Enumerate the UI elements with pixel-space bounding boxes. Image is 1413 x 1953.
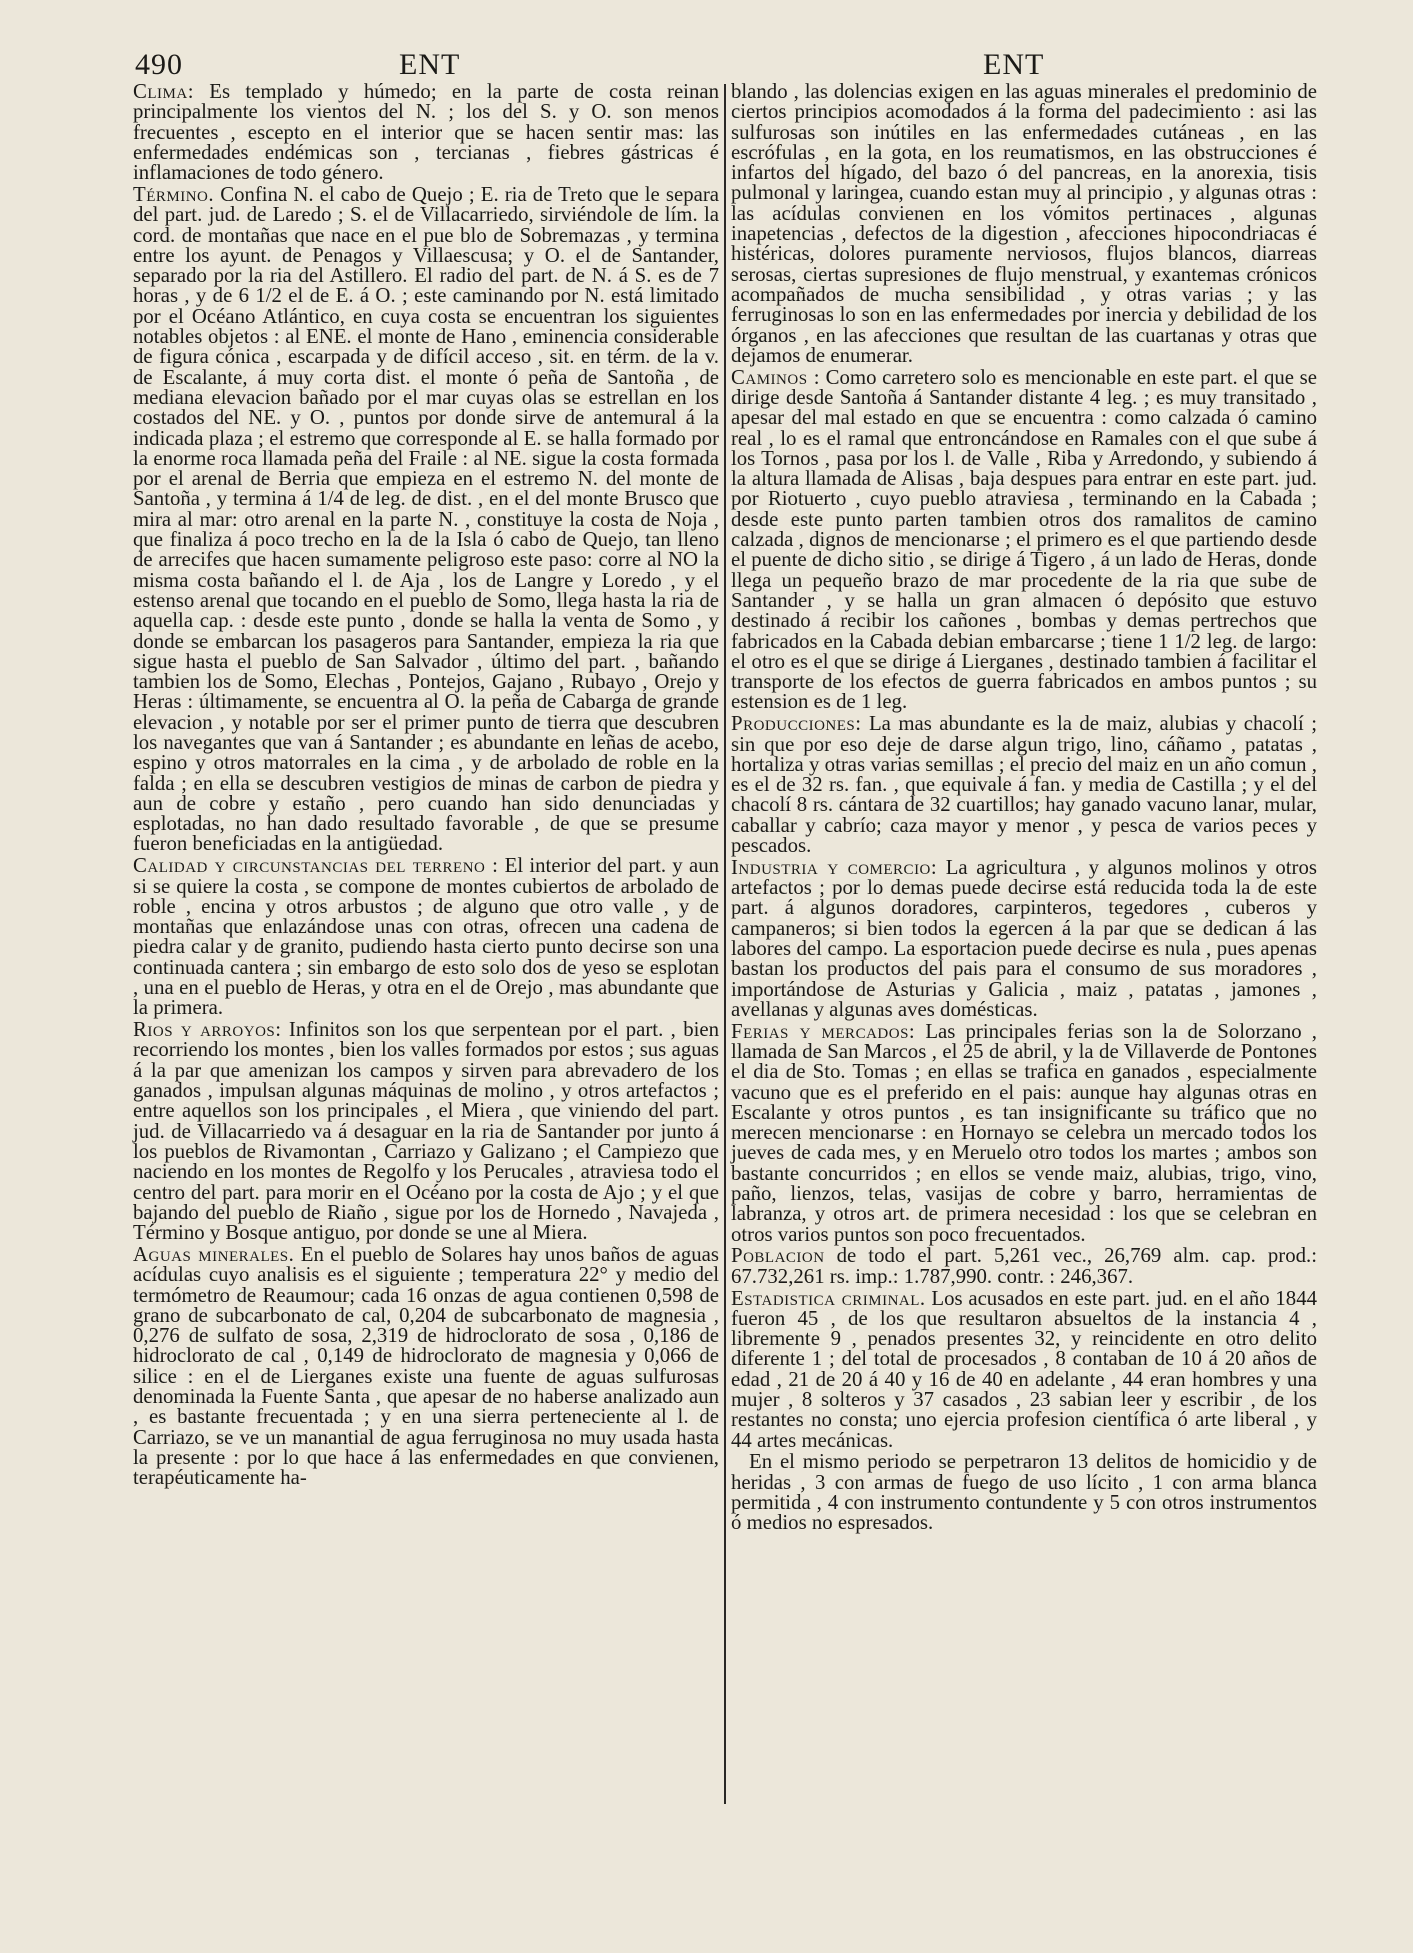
section-heading: Caminos : bbox=[731, 365, 820, 389]
paragraph bbox=[731, 855, 1317, 1021]
section-heading: Producciones: bbox=[731, 712, 862, 736]
paragraph-text: Las principales ferias son la de Solorzano , llamada de San Marcos , el 25 de abril, y la de Villaverde de Pontones el dia de Sto. Tomas ; en ellas se trafica en ganados , especialmente vacuno que es el preferido en el pais: aunque hay algunas otras en Escalante y otros puntos , es tan insignificante su tráfico que no merecen mencionarse : en Hornayo se celebra un mercado todos los jueves de cada mes, y en Meruelo otro todos los martes ; ambos son bastante concurridos ; en ellos se vende maiz, alubias, trigo, vino, paño, lienzos, telas, vasijas de cobre y barro, herramientas de labranza, y otros art. de primera necesidad : los que se celebran en otros varios puntos son poco frecuentados. bbox=[731, 1019, 1317, 1246]
paragraph-text: Infinitos son los que serpentean por el part. , bien recorriendo los montes , bien los valles formados por estos ; sus aguas á la par que amenizan los campos y sirven para abrevadero de los ganados , impulsan algunas máquinas de molino , y otros artefactos ; entre aquellos son los principales , el Miera , que viniendo del part. jud. de Villacarriedo va á desaguar en la ria de Santander por junto á los pueblos de Rivamontan , Carriazo y Galizano ; el Campiezo que naciendo en los montes de Regolfo y los Perucales , atraviesa todo el centro del part. para morir en el Océano por la costa de Ajo ; y el que bajando del pueblo de Riaño , sigue por los de Hornedo , Navajeda , Término y Bosque antiguo, por donde se une al Miera. bbox=[133, 1018, 720, 1245]
section-heading: Ferias y mercados: bbox=[731, 1019, 916, 1043]
left-column bbox=[133, 82, 719, 1490]
paragraph-text: La agricultura , y algunos molinos y otros artefactos ; por lo demas puede decirse está reducida toda la de este part. á algunos doradores, carpinteros, tegedores , cuberos y campaneros; si bien todos la egercen á la par que se dedican á las labores del campo. La esportacion puede decirse es nula , pues apenas bastan los productos del pais para el consumo de sus moradores , importándose de Asturias y Galicia , maiz , patatas , jamones , avellanas y algunas aves domésticas. bbox=[731, 855, 1317, 1021]
paragraph-text: En el mismo periodo se perpetraron 13 delitos de homicidio y de heridas , 3 con armas de fuego de uso lícito , 1 con arma blanca permitida , 4 con instrumento contundente y 5 con otros instrumentos ó medios no espresados. bbox=[731, 1450, 1317, 1535]
section-heading: Calidad y circunstancias del terreno : bbox=[133, 854, 499, 878]
section-heading: Aguas minerales. bbox=[133, 1242, 295, 1266]
paragraph bbox=[731, 714, 1317, 856]
column-divider bbox=[724, 84, 726, 1804]
paragraph bbox=[731, 1246, 1317, 1287]
paragraph bbox=[731, 1286, 1317, 1452]
section-heading: Rios y arroyos: bbox=[133, 1018, 282, 1042]
right-column bbox=[731, 82, 1317, 1535]
page-number: 490 bbox=[135, 48, 183, 81]
section-heading: Clima: bbox=[133, 80, 194, 103]
paragraph bbox=[133, 82, 719, 183]
paragraph bbox=[731, 1452, 1317, 1533]
paragraph-text: Como carretero solo es mencionable en este part. el que se dirige desde Santoña á Santander distante 4 leg. ; es muy transitado , apesar del mal estado en que se encuentra : como calzada ó camino real , lo es el ramal que entroncándose en Ramales con el que sube á los Tornos , pasa por los l. de Valle , Riba y Arredondo, y subiendo á la altura llamada de Alisas , baja despues para entrar en este part. jud. por Riotuerto , cuyo pueblo atraviesa , terminando en la Cabada ; desde este punto parten tambien otros dos ramalitos de camino calzada , dignos de mencionarse ; el primero es el que partiendo desde el puente de dicho sitio , se dirige á Tigero , á un lado de Heras, donde llega un pequeño brazo de mar procedente de la ria que sube de Santander , y se halla un gran almacen ó depósito que estuvo destinado á recibir los cañones , bombas y demas pertrechos que fabricados en la Cabada debian embarcarse ; tiene 1 1/2 leg. de largo: el otro es el que se dirige á Lierganes , destinado tambien á facilitar el transporte de los efectos de guerra fabricados en ambos puntos ; su estension es de 1 leg. bbox=[731, 365, 1317, 714]
paragraph bbox=[133, 1242, 720, 1490]
paragraph-text: de todo el part. 5,261 vec., 26,769 alm. cap. prod.: 67.732,261 rs. imp.: 1.787,990. contr. : 246,367. bbox=[731, 1244, 1317, 1288]
paragraph-text: Es templado y húmedo; en la parte de costa reinan principalmente los vientos del N. ; los del S. y O. son menos frecuentes , escepto en el interior que se hacen sentir mas: las enfermedades endémicas son , tercianas , fiebres gástricas é inflamaciones de todo género. bbox=[133, 80, 719, 185]
paragraph-text: Los acusados en este part. jud. en el año 1844 fueron 45 , de los que resultaron absueltos de la instancia 4 , libremente 9 , penados presentes 32, y reincidente en otro delito diferente 1 ; del total de procesados , 8 contaban de 10 á 20 años de edad , 21 de 20 á 40 y 16 de 40 en adelante , 44 eran hombres y una mujer , 8 solteros y 37 casados , 23 sabian leer y escribir , de los restantes no consta; uno ejercia profesion científica ó arte liberal , y 44 artes mecánicas. bbox=[731, 1286, 1317, 1452]
paragraph-text: La mas abundante es la de maiz, alubias y chacolí ; sin que por eso deje de darse algun trigo, lino, cáñamo , patatas , hortaliza y otras varias semillas ; el precio del maiz en un año comun , es el de 32 rs. fan. , que equivale á fan. y media de Castilla ; y el del chacolí 8 rs. cántara de 32 cuartillos; hay ganado vacuno lanar, mular, caballar y cabrío; caza mayor y menor , y pesca de varios peces y pescados. bbox=[731, 712, 1317, 857]
paragraph bbox=[133, 1020, 719, 1243]
section-heading: Estadistica criminal. bbox=[731, 1286, 926, 1310]
page-header bbox=[135, 48, 1305, 84]
running-head-right: ENT bbox=[983, 48, 1045, 81]
section-heading: Poblacion bbox=[731, 1244, 825, 1268]
section-heading: Industria y comercio: bbox=[731, 855, 938, 879]
paragraph-text: blando , las dolencias exigen en las aguas minerales el predominio de ciertos principios acomodados á la forma del padecimiento : asi las sulfurosas son inútiles en las enfermedades cutáneas , en las escrófulas , en la gota, en los reumatismos, en las obstrucciones é infartos del hígado, del bazo ó del pancreas, en la anorexia, tisis pulmonal y laringea, cuando estan muy al principio , y algunas otras : las acídulas convienen en los vómitos pertinaces , algunas inapetencias , defectos de la digestion , afecciones hipocondriacas é histéricas, dolores puramente nerviosos, flujos blancos, diarreas serosas, ciertas supresiones de flujo menstrual, y exantemas crónicos acompañados de mucha sensibilidad , y otras varias ; y las ferruginosas lo son en las enfermedades por inercia y debilidad de los órganos , en las afecciones que resultan de las cuartanas y otras que dejamos de enumerar. bbox=[731, 80, 1317, 367]
paragraph-text: En el pueblo de Solares hay unos baños de aguas acídulas cuyo analisis es el siguiente ; temperatura 22° y medio del termómetro de Reaumour; cada 16 onzas de agua contienen 0,598 de grano de subcarbonato de cal, 0,204 de subcarbonato de magnesia , 0,276 de sulfato de sosa, 2,319 de hidroclorato de sosa , 0,186 de hidroclorato de cal , 0,149 de hidroclorato de magnesia y 0,066 de silice : en el de Lierganes existe una fuente de aguas sulfurosas denominada la Fuente Santa , que apesar de no haberse analizado aun , es bastante frecuentada ; y en una sierra perteneciente al l. de Carriazo, se ve un manantial de agua ferruginosa no muy usada hasta la presente : por lo que hace á las enfermedades en que convienen, terapéuticamente ha- bbox=[133, 1242, 720, 1490]
paragraph bbox=[731, 365, 1317, 714]
section-heading: Término. bbox=[133, 182, 215, 206]
running-head-left: ENT bbox=[399, 48, 461, 81]
paragraph-text: Confina N. el cabo de Quejo ; E. ria de Treto que le separa del part. jud. de Laredo ; S. el de Villacarriedo, sirviéndole de lím. la cord. de montañas que nace en el pue blo de Sobremazas , y termina entre los ayunt. de Penagos y Villaescusa; y O. el de Santander, separado por la ria del Astillero. El radio del part. de N. á S. es de 7 horas , y de 6 1/2 el de E. á O. ; este caminando por N. está limitado por el Océano Atlántico, en cuya costa se encuentran los siguientes notables objetos : al ENE. el monte de Hano , eminencia considerable de figura cónica , escarpada y de difícil acceso , sit. en térm. de la v. de Escalante, á muy corta dist. el monte ó peña de Santoña , de mediana elevacion bañado por el mar cuyas olas se estrellan en los costados del NE. y O. , puntos por donde sirve de antemural á la indicada plaza ; el estremo que corresponde al E. se halla formado por la enorme roca llamada peña del Fraile : al NE. sigue la costa formada por el arenal de Berria que empieza en el estremo N. del monte de Santoña , y termina á 1/4 de leg. de dist. , en el del monte Brusco que mira al mar: otro arenal en la parte N. , constituye la costa de Noja , que finaliza á poco trecho en la de la Isla ó cabo de Quejo, tan lleno de arrecifes que hacen sumamente peligroso este paso: corre al NO la misma costa bañando el l. de Aja , los de Langre y Loredo , y el estenso arenal que tocando en el pueblo de Somo, llega hasta la ria de aquella cap. : desde este punto , donde se halla la venta de Somo , y donde se embarcan los pasageros para Santander, empieza la ria que sigue hasta el pueblo de San Salvador , último del part. , bañando tambien los de Somo, Elechas , Pontejos, Gajano , Rubayo , Orejo y Heras : últimamente, se encuentra al O. la peña de Cabarga de grande elevacion , y notable por ser el primer punto de tierra que descubren los navegantes que van á Santander ; es abundante en leñas de acebo, espino y otros matorrales en la cima , y de arbolado de roble en la falda ; en ella se descubren vestigios de minas de carbon de piedra y aun de cobre y estaño , pero cuando han sido denunciadas y esplotadas, no han dado resultado favorable , de que se presume fueron beneficiadas en la antigüedad. bbox=[133, 182, 719, 856]
paragraph-text: El interior del part. y aun si se quiere la costa , se compone de montes cubiertos de arbolado de roble , encina y otros arbustos ; de alguno que otro valle , y de montañas que enlazándose unas con otras, ofrecen una cadena de piedra calar y de granito, pudiendo hasta cierto punto decirse son una continuada cantera ; sin embargo de esto solo dos de yeso se esplotan , una en el pueblo de Heras, y otra en el de Orejo , mas abundante que la primera. bbox=[133, 854, 719, 1020]
paragraph bbox=[133, 182, 719, 856]
paragraph bbox=[731, 1019, 1317, 1246]
paragraph bbox=[133, 856, 719, 1018]
paragraph bbox=[731, 82, 1317, 366]
